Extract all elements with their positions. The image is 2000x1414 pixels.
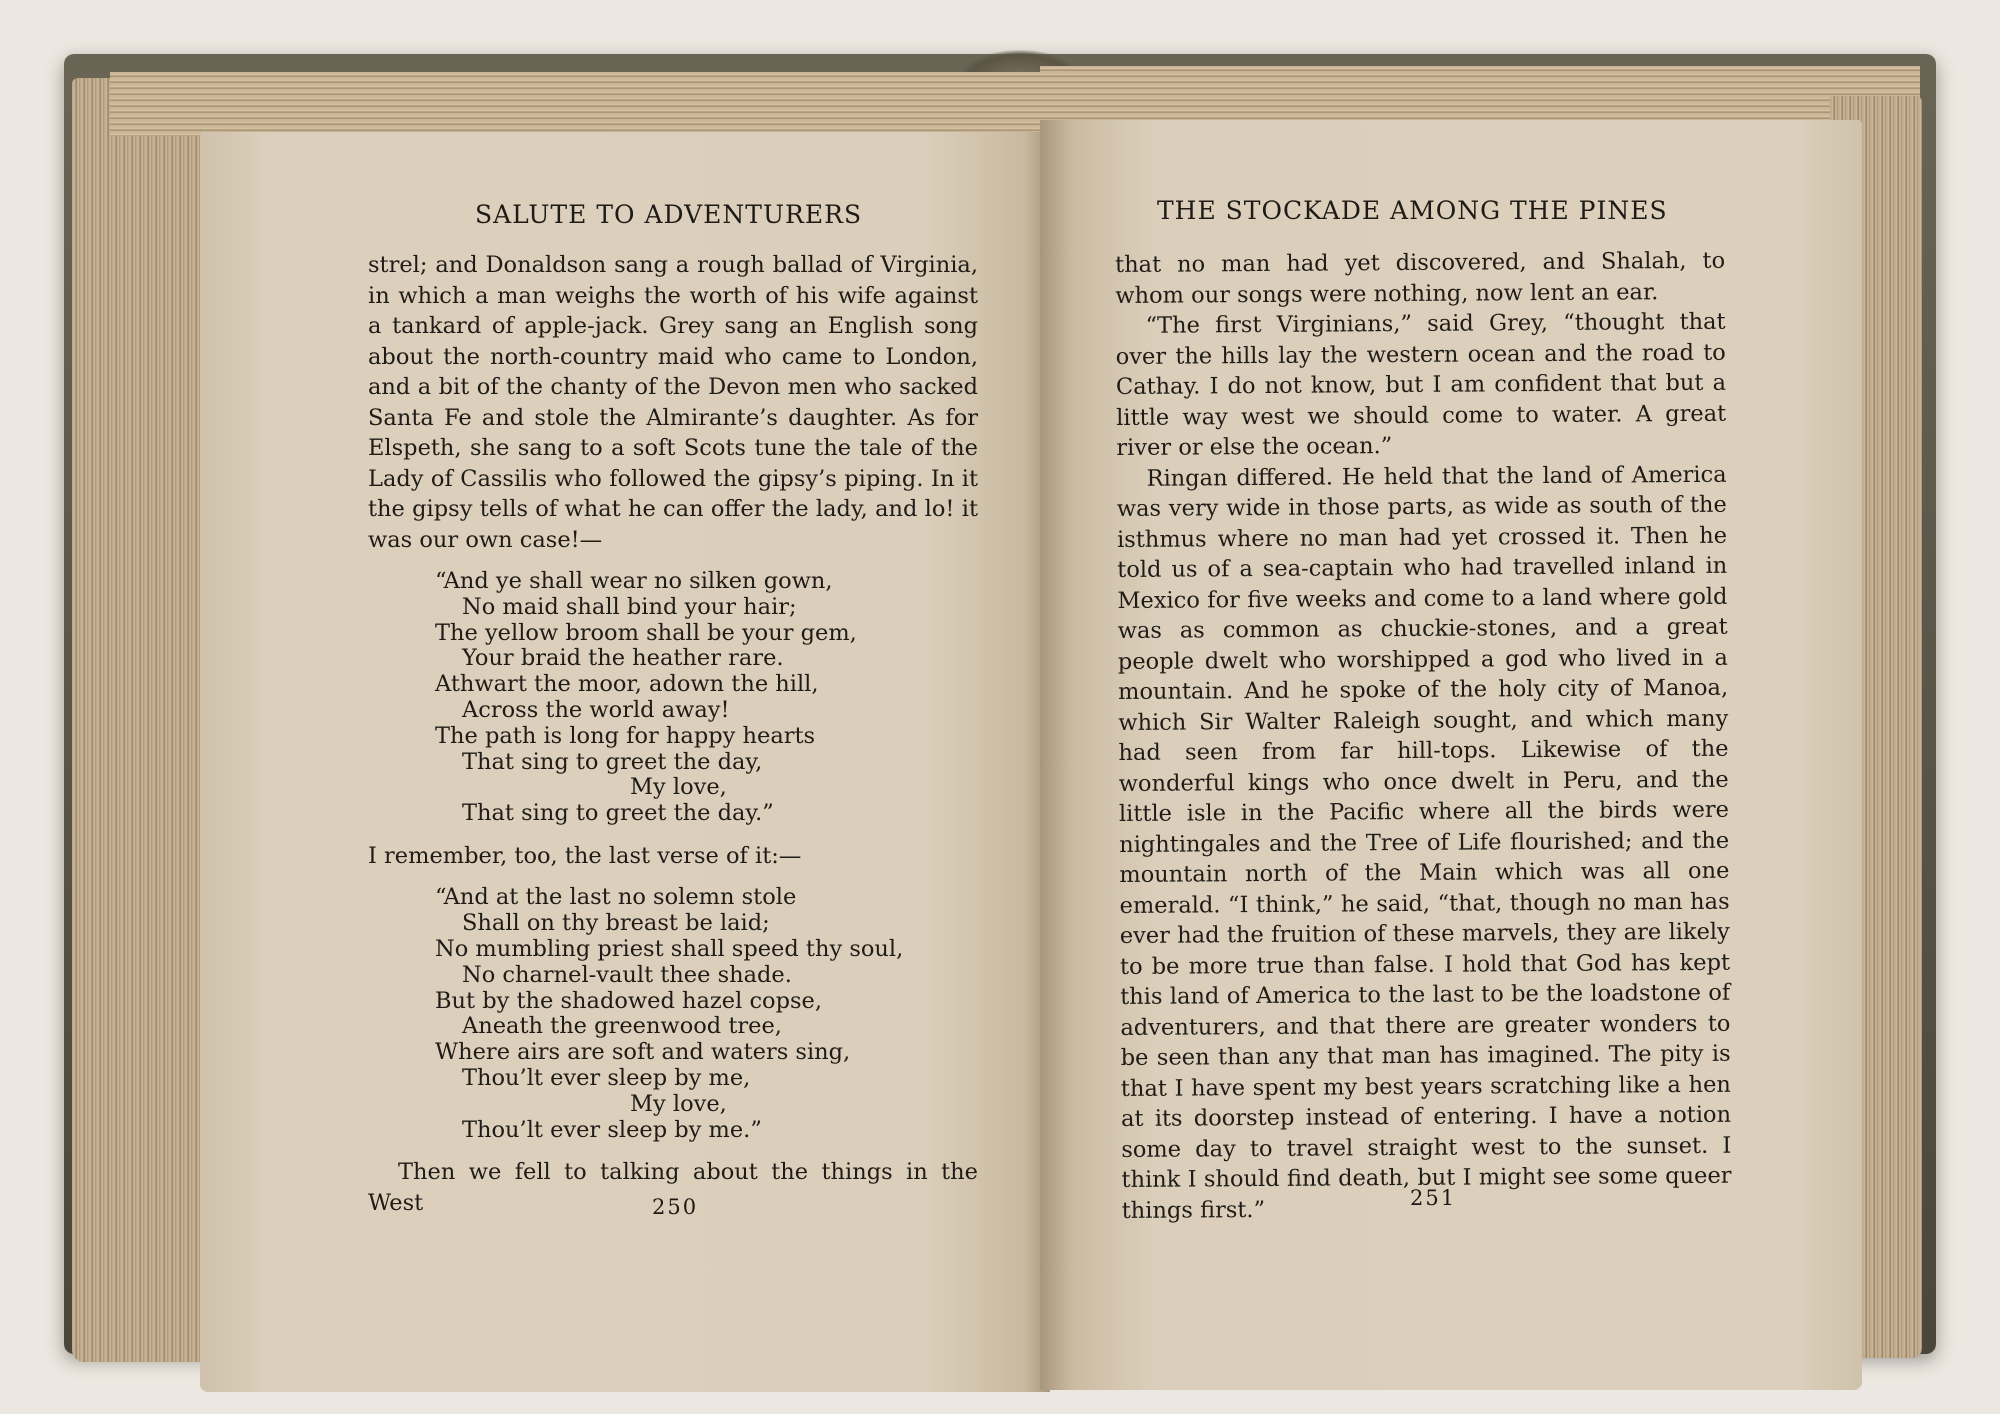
verse-line: Athwart the moor, adown the hill, xyxy=(435,671,819,698)
left-page xyxy=(200,132,1050,1392)
verse-line: My love, xyxy=(630,774,727,801)
page-edges-top-right xyxy=(1040,66,1920,128)
verse-line: Aneath the greenwood tree, xyxy=(462,1013,782,1040)
verse-line: The yellow broom shall be your gem, xyxy=(435,619,857,646)
verse-line: Your braid the heather rare. xyxy=(462,645,784,672)
verse-line: Shall on thy breast be laid; xyxy=(462,910,770,937)
verse-line: No mumbling priest shall speed thy soul, xyxy=(435,936,904,963)
paragraph: Then we fell to talking about the things in the West xyxy=(368,1159,978,1216)
verse-line: No charnel-vault thee shade. xyxy=(462,961,792,988)
paragraph: I remember, too, the last verse of it:— xyxy=(368,842,802,869)
verse-line: My love, xyxy=(630,1090,727,1117)
paragraph: strel; and Donaldson sang a rough ballad of Virginia, in which a man weighs the worth of his wife against a tankard of apple-jack. Grey sang an English song about the north-country maid who came to London, and a bit of the chanty of the Devon men who sacked Santa Fe and stole the Almirante’s daughter. As for Elspeth, she sang to a soft Scots tune the tale of the Lady of Cassilis who followed the gipsy’s piping. In it the gipsy tells of what he can offer the lady, and lo! it was our own case!— xyxy=(368,252,978,553)
verse-line: “And at the last no solemn stole xyxy=(435,884,797,911)
paragraph: “The first Virginians,” said Grey, “thought that over the hills lay the western ocean and the road to Cathay. I do not know, but I am confident that but a little way west we should come to water. A great river or else the ocean.” xyxy=(1115,308,1727,461)
verse-line: Across the world away! xyxy=(462,696,730,723)
running-header: SALUTE TO ADVENTURERS xyxy=(475,200,863,229)
verse-block xyxy=(435,885,978,1143)
verse-line: That sing to greet the day.” xyxy=(462,800,774,827)
running-header: THE STOCKADE AMONG THE PINES xyxy=(1157,196,1668,225)
page-body xyxy=(1115,246,1732,1226)
verse-line: Thou’lt ever sleep by me.” xyxy=(462,1116,762,1143)
page-number: 251 xyxy=(1410,1186,1457,1210)
verse-line: But by the shadowed hazel copse, xyxy=(435,987,823,1014)
verse-line: No maid shall bind your hair; xyxy=(462,593,797,620)
page-body xyxy=(368,250,978,1218)
verse-line: Thou’lt ever sleep by me, xyxy=(462,1065,751,1092)
verse-line: The path is long for happy hearts xyxy=(435,722,816,749)
right-page xyxy=(1040,120,1862,1390)
verse-line: “And ye shall wear no silken gown, xyxy=(435,568,833,594)
page-edges-left xyxy=(72,78,212,1362)
verse-block xyxy=(435,569,978,827)
page-edges-top-left xyxy=(110,72,1040,136)
page-number: 250 xyxy=(652,1195,699,1219)
paragraph: Ringan differed. He held that the land of America was very wide in those parts, as wide as south of the isthmus where no man had yet crossed it. Then he told us of a sea-captain who had travelled inland in Mexico for five weeks and come to a land where gold was as common as chuckie-stones, and a great people dwelt who worshipped a god who lived in a mountain. And he spoke of the holy city of Manoa, which Sir Walter Raleigh sought, and which many had seen from far hill-tops. Likewise of the wonderful kings who once dwelt in Peru, and the little isle in the Pacific where all the birds were nightingales and the Tree of Life flourished; and the mountain north of the Main which was all one emerald. “I think,” he said, “that, though no man has ever had the fruition of these marvels, they are likely to be more true than false. I hold that God has kept this land of America to the last to be the loadstone of adventurers, and that there are greater wonders to be seen than any that man has imagined. The pity is that I have spent my best years scratching like a hen at its doorstep instead of entering. I have a notion some day to travel straight west to the sunset. I think I should find death, but I might see some queer things first.” xyxy=(1116,461,1732,1224)
verse-line: Where airs are soft and waters sing, xyxy=(435,1039,851,1066)
paragraph: that no man had yet discovered, and Shalah, to whom our songs were nothing, now lent an ear. xyxy=(1115,247,1726,309)
verse-line: That sing to greet the day, xyxy=(462,748,763,775)
